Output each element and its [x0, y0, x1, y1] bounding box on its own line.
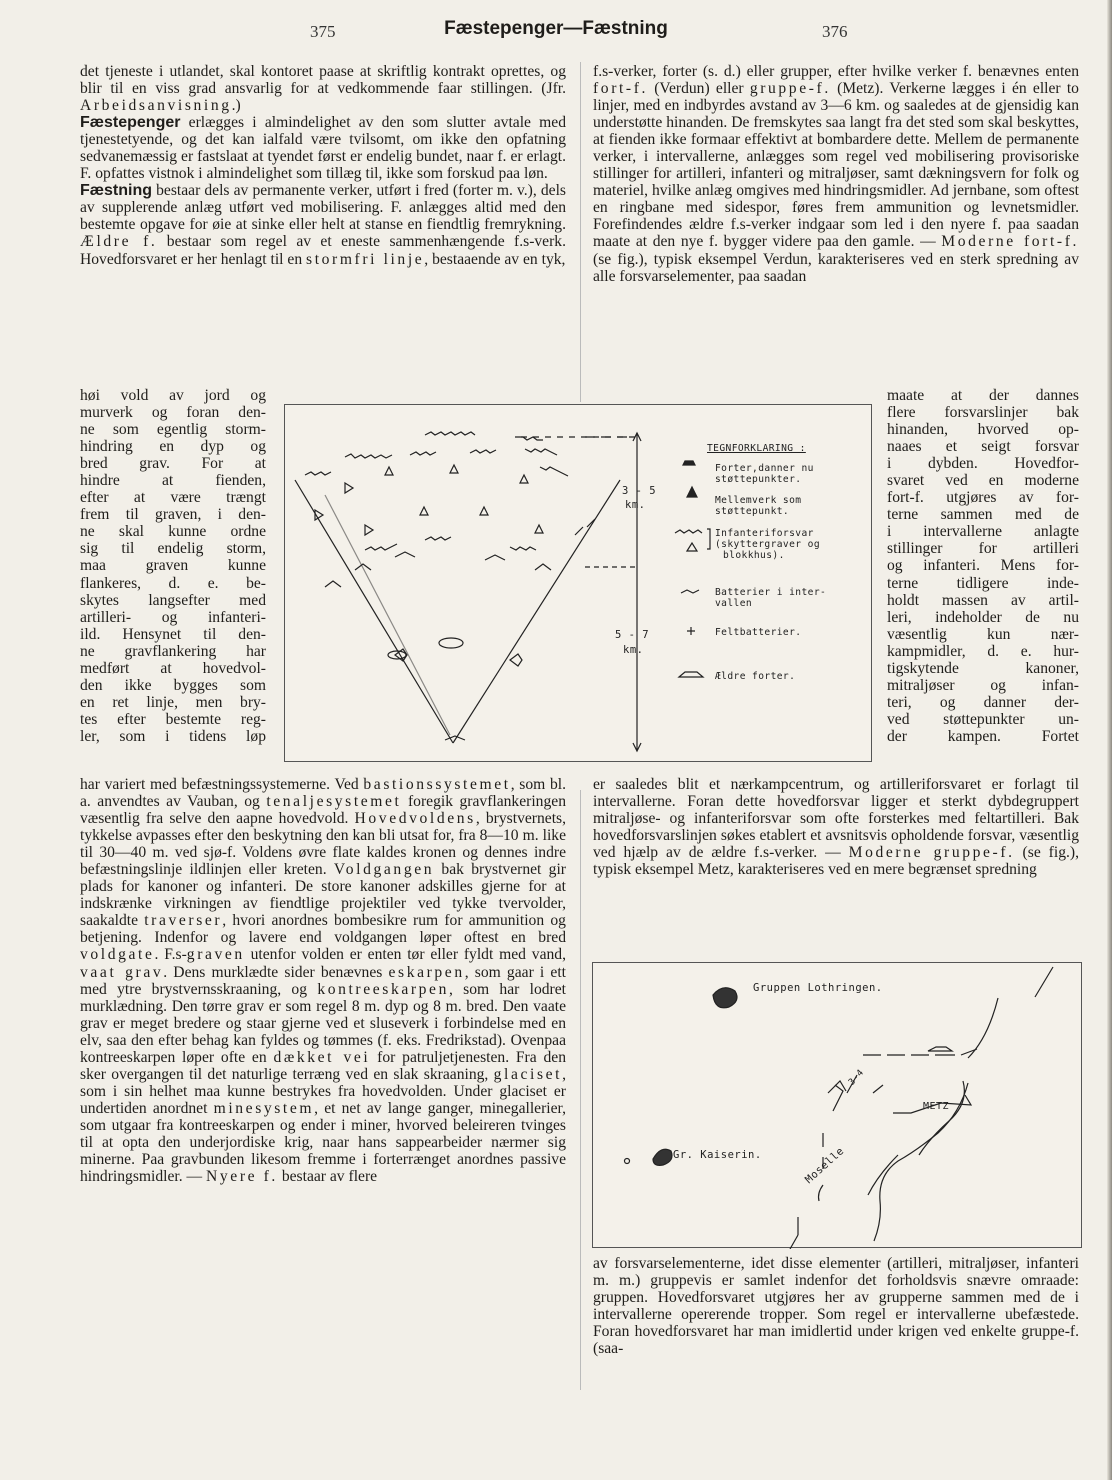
text-line: og infanteri. Mens for- [887, 557, 1079, 575]
text-line: ne som egentlig storm- [80, 421, 266, 439]
cross-reference: Arbeidsanvisning [80, 97, 232, 115]
distance-unit: km. [623, 644, 644, 656]
map-label-lothringen: Gruppen Lothringen. [753, 982, 883, 994]
legend-blockhouse-symbol [687, 543, 697, 551]
page-title: Fæstepenger—Fæstning [444, 18, 668, 39]
moselle-river [919, 1081, 964, 1155]
trench-line [365, 544, 397, 550]
spaced-term: Voldgangen [333, 861, 435, 879]
text-run: for patruljetjenesten. Fra den sker overgangen til det naturlige terræng ved en slak skraaning, [80, 1048, 566, 1083]
text-line: teri, og danner der- [887, 693, 1079, 711]
fort-symbol [365, 525, 373, 535]
spaced-term: fort-f. [593, 80, 648, 98]
moselle-river [874, 1083, 968, 1241]
fort-symbol [345, 483, 353, 493]
text-line: stillinger for artilleri [887, 540, 1079, 558]
left-column-upper [80, 63, 566, 268]
column-divider [580, 790, 581, 1390]
legend-item: Ældre forter. [715, 671, 796, 682]
legend-item: Forter,danner nu [715, 463, 814, 474]
text-run: bak brystvernet gir plads for kanoner og infanteri. De store kanoner adskilles gjerne for at indskrænke virkningen av fiendtlige projektiler ved tykke tvervolder, saakaldte [80, 861, 566, 930]
trench-line [510, 547, 536, 550]
text-line: leri, indeholder de nu [887, 608, 1079, 626]
legend-intermediate-symbol [687, 487, 697, 497]
text-line: murverk og foran den- [80, 404, 266, 422]
legend-fort-symbol [683, 461, 695, 465]
paragraph: det tjeneste i utlandet, skal kontoret paase at skriftlig kontrakt oprettes, og blir til en viss grad ansvarlig for at vedkommende faar stillingen. (Jfr. Arbeidsanvisning.) [80, 63, 566, 115]
text-line: terne sammen med de [887, 506, 1079, 524]
text-run: , som bl. a. anvendtes av Vauban, og [80, 776, 566, 811]
text-run: . Dens murklædte sider benævnes [163, 963, 389, 981]
paragraph [593, 63, 1079, 285]
intermediate-work-symbol [480, 507, 488, 515]
text-line: svaret ved en moderne [887, 472, 1079, 490]
fortress-diagram [284, 404, 872, 762]
map-label-metz: METZ [923, 1101, 950, 1112]
text-line: ne skal kunne ordne [80, 523, 266, 541]
intermediate-work-symbol [535, 525, 543, 533]
older-fort-symbol [388, 651, 406, 659]
group-fortress-map-drawing [593, 963, 1083, 1249]
map-label-kaiserin: Gr. Kaiserin. [673, 1149, 762, 1161]
trench-line [410, 452, 436, 455]
battery-symbol [535, 564, 551, 570]
legend-older-fort-symbol [679, 672, 703, 677]
text-run: (se fig.), typisk eksempel Metz, karakteriseres ved en mere begrænset spredning [593, 844, 1079, 879]
text-line: i intervallerne anlagte [887, 523, 1079, 541]
left-column-wrap [80, 387, 266, 745]
spaced-term: Moderne fort-f. [941, 233, 1079, 251]
text-line: hindring en dyp og [80, 438, 266, 456]
text-line: bred grav. For at [80, 455, 266, 473]
legend-item: Mellemverk som [715, 495, 802, 506]
battery-symbol [395, 552, 415, 557]
intermediate-work-symbol [420, 507, 428, 515]
legend-item: støttepunkter. [715, 474, 802, 485]
text-line: maate at der dannes [887, 387, 1079, 404]
spaced-term: Moderne gruppe-f. [848, 844, 1015, 862]
right-column-wrap [887, 387, 1079, 745]
text-line: der kampen. Fortet [887, 727, 1079, 745]
text-line: flere forsvarslinjer bak [887, 404, 1079, 422]
text-line: høi vold av jord og [80, 387, 266, 404]
text-run: (Verdun) eller [648, 80, 750, 98]
text-line: ved støttepunkter un- [887, 710, 1079, 728]
headword: Fæstepenger [80, 114, 181, 132]
intermediate-work-symbol [450, 465, 458, 473]
page-number-right: 376 [822, 22, 848, 41]
spaced-term: bastionssystemet [363, 776, 511, 793]
spaced-term: Nyere f. [206, 1168, 278, 1186]
text-line: flankeres, d. e. be- [80, 574, 266, 592]
distance-label: 5 - 7 [615, 629, 650, 641]
boundary-line [1035, 967, 1053, 997]
text-line: frem til graven, i den- [80, 506, 266, 524]
group-fortress-map [592, 962, 1082, 1248]
intermediate-work-symbol [520, 475, 528, 483]
paragraph [593, 776, 1079, 878]
axis-line [819, 1185, 824, 1201]
left-column-lower [80, 776, 566, 1185]
legend-battery-symbol [681, 590, 699, 593]
trench-line [425, 432, 475, 435]
trench-line [575, 519, 595, 535]
fort-symbol [510, 654, 522, 666]
fort-point [625, 1159, 630, 1164]
text-line: sig til endelig storm, [80, 540, 266, 558]
fortress-diagram-drawing [285, 405, 873, 763]
right-column-lower [593, 1255, 1079, 1357]
battery-symbol [485, 555, 505, 560]
spaced-term: minesystem [213, 1099, 315, 1117]
text-line: terne tidligere inde- [887, 574, 1079, 592]
legend-item: blokkhus). [723, 550, 785, 561]
text-line: væsentlig kun nær- [887, 625, 1079, 643]
text-run: utenfor volden er enten tør eller fyldt med vand, [244, 946, 566, 964]
legend-trench-symbol [675, 530, 702, 533]
v-inner-left [325, 495, 450, 735]
legend-item: (skyttergraver og [715, 539, 820, 550]
text-line: tes efter bestemte reg- [80, 710, 266, 728]
text-line: fort-f. utgjøres av for- [887, 489, 1079, 507]
spaced-term: tenaljesystemet [266, 793, 402, 811]
text-line: naaes et seigt forsvar [887, 438, 1079, 456]
battery-symbol [325, 581, 341, 587]
legend-item: støttepunkt. [715, 506, 790, 517]
forward-line [863, 1049, 977, 1055]
distance-unit: km. [625, 499, 646, 511]
text-line: tigskytende kanoner, [887, 659, 1079, 677]
spaced-term: eskarpen [388, 963, 465, 981]
paragraph [593, 1255, 1079, 1357]
text-line: holdt massen av artil- [887, 591, 1079, 609]
spaced-term: Hovedvoldens [354, 810, 476, 828]
text-run: , brystvernets, tykkelse avpasses efter den beskytning den kan bli utsat for, fra 8—10 m. like til 30—40 m. ved sjø-f. Voldens øvre flate kaldes kronen og dennes indre befæstningslinje ildlinjen eller kreten. [80, 810, 566, 879]
spaced-term: stormfri linje [306, 250, 425, 268]
text-run: har variert med befæstningssystemerne. Ved [80, 776, 364, 793]
column-divider [580, 62, 581, 402]
legend-brace [707, 529, 710, 549]
text-run: . F.s- [154, 946, 187, 964]
trench-line [345, 454, 392, 458]
text-run: (Metz). Verkerne lægges i én eller to linjer, med en indbyrdes avstand av 3—6 km. og saaledes at de gjensidig kan understøtte hinanden. De fremskytes saa langt fra det sted som skal beskyttes, at fienden ikke formaar effektivt at bombardere dette. Mellem de permanente verker, i intervallerne, anlægges som regel ved mobilisering provisoriske stillinger for artilleri, infanteri og mitraljøser, samt dækningsvern for folk og materiel, hvilke anlæg omgives med hindringsmidler. Ad jernbane, som oftest en ringbane med sidespor, føres frem ammunition og levnetsmidler. Forefindendes ældre f.s-verker indgaar som led i den nyere f. paa saadan maate at den nye f. bygger videre paa den gamle. — [593, 80, 1079, 251]
text-line: ler, som i tidens løp [80, 727, 266, 745]
text-run: bestaar av flere [277, 1168, 378, 1186]
spaced-term: dækket vei [273, 1048, 371, 1066]
entry-faestning: Fæstning bestaar dels av permanente verker, utført i fred (forter m. v.), dels av supplerende anlæg utført ved mobilisering. F. anlægges altid med den bestemte opgave for øie at sinke eller helt at stanse en fiendtlig fremrykning. Ældre f. bestaar som regel av et eneste sammenhængende f.s-verk. Hovedforsvaret er her henlagt til en stormfri linje, bestaaende av en tyk, [80, 182, 566, 268]
legend-item: vallen [715, 598, 753, 609]
text-line: ild. Hensynet til den- [80, 625, 266, 643]
text-line: ne gravflankering har [80, 642, 266, 660]
trench-line [470, 450, 496, 453]
trench-line [525, 449, 557, 455]
legend-item: Batterier i inter- [715, 587, 827, 598]
group-kaiserin-symbol [653, 1149, 672, 1165]
text-run: (se fig.), typisk eksempel Verdun, karakteriseres ved en sterk spredning av alle forsvarselementer, paa saadan [593, 250, 1079, 285]
text-run: av forsvarselementerne, idet disse elementer (artilleri, mitraljøser, infanteri m. m.) gruppevis er samlet indenfor det forholdsvis snævre omraade: gruppen. Hovedforsvaret utgjøres her av grupperne sammen med de i intervallerne opererende tropper. Som regel er intervallerne ubefæstede. Foran hovedforsvaret har man imidlertid under krigen ved enkelte gruppe-f. (saa- [593, 1255, 1079, 1358]
text-line: maa graven kunne [80, 557, 266, 575]
text-line: den ikke bygges som [80, 676, 266, 694]
spaced-term: kontreeskarpen [317, 980, 449, 998]
headword: Fæstning [80, 182, 152, 200]
text-run: , hvori anordnes bombesikre rum for ammunition og betjening. Indenfor og lavere end voldgangen løper oftest en bred [80, 912, 566, 947]
older-fort-symbol [928, 1047, 952, 1051]
group-symbol [873, 1085, 883, 1093]
text-line: en ret linje, men bry- [80, 693, 266, 711]
right-column-upper [593, 63, 1079, 285]
map-label-moselle: Moselle [803, 1145, 847, 1186]
spaced-term: traverser [144, 912, 223, 930]
legend-title: TEGNFORKLARING : [707, 443, 806, 454]
trench-line [540, 467, 568, 476]
text-line: kampmidler, d. e. hur- [887, 642, 1079, 660]
paragraph [80, 776, 566, 1185]
text-run: f.s-verker, forter (s. d.) eller grupper, efter hvilke verker f. benævnes enten [593, 63, 1079, 80]
text-line: hindre at fienden, [80, 472, 266, 490]
page-header [0, 18, 1112, 46]
page-number-left: 375 [310, 22, 336, 41]
text-run: er saaledes blit et nærkampcentrum, og artilleriforsvaret er forlagt til intervallerne. Foran dette hovedforsvar ligger et sterkt dybdegruppert mitraljøse- og infanteriforsvar som ofte forsterkes med feltartilleri. Bak hovedforsvarslinjen søkes etablert et avsnitsvis opholdende forsvar, væsentlig ved hjælp av de ældre f.s-verker. — [593, 776, 1079, 862]
distance-label: 3 - 5 [622, 485, 657, 497]
spaced-term: graven [186, 946, 245, 964]
spaced-term: vaat grav [80, 963, 164, 981]
moselle-label-line [868, 1155, 898, 1195]
legend-item: Infanteriforsvar [715, 528, 814, 539]
spaced-term: Ældre f. [80, 233, 158, 251]
entry-faestepenger: Fæstepenger erlægges i almindelighet av den som slutter avtale med tjenestetyende, og det kan ialfald være tvilsomt, om ikke den opfatning sedvanemæssig er fastslaat at tyendet først er endelig bundet, naar f. er erlagt. F. opfattes vistnok i almindelighet som tillæg til, ikke som forskud paa løn. [80, 114, 566, 183]
text-run: foregik gravflankeringen væsentlig fra selve den aapne hovedvold. [80, 793, 566, 828]
older-fort-symbol [439, 638, 463, 648]
text-line: artilleri- og infanteri- [80, 608, 266, 626]
text-line: medført at hovedvol- [80, 659, 266, 677]
text-line: hinanden, hvorved op- [887, 421, 1079, 439]
page-edge-shadow [1107, 0, 1112, 1480]
text-run: , som i sin helhet maa kunne bestrykes fra hovedvolden. Under glaciset er undertiden anordnet [80, 1065, 566, 1117]
trench-line [425, 537, 451, 540]
spaced-term: gruppe-f. [749, 80, 831, 98]
intermediate-work-symbol [385, 467, 393, 475]
text-run: , et net av lange ganger, minegallerier, som utgaar fra kontreeskarpen og ender i miner, hvorved beleireren tvinges til at opta den underjordiske krig, naar hans sappearbeider nærmer sig minerne. Paa gravbunden likesom fremme i forterrænget anordnes passive hindringsmidler. — [80, 1099, 566, 1186]
legend-item: Feltbatterier. [715, 627, 802, 638]
v-left-line [295, 480, 453, 743]
text-line: i dybden. Hovedfor- [887, 455, 1079, 473]
right-column-middle [593, 776, 1079, 878]
boundary-line [968, 998, 998, 1058]
text-line: mitraljøser og infan- [887, 676, 1079, 694]
map-label-distance: 3-4 [847, 1067, 867, 1088]
group-lothringen-symbol [713, 988, 737, 1008]
text-run: , som har lodret murklædning. Den tørre grav er som regel 8 m. dyp og 8 m. bred. Den vaate grav er meget bredere og staar gjerne ved et sluseverk i forbindelse med en elv, saa den efter behag kan fyldes og tømmes (f. eks. Fredrikstad). Ovenpaa kontreeskarpen løper ofte en [80, 980, 566, 1066]
spaced-term: glaciset [493, 1065, 563, 1083]
spaced-term: voldgate [80, 946, 155, 964]
legend-fieldbattery-symbol [687, 627, 695, 635]
text-line: efter at være trængt [80, 489, 266, 507]
axis-line [790, 1235, 798, 1249]
text-run: , som gaar i ett med ytre brystvernsskraaning, og [80, 963, 566, 998]
text-line: skytes langsefter med [80, 591, 266, 609]
trench-line [305, 472, 331, 475]
